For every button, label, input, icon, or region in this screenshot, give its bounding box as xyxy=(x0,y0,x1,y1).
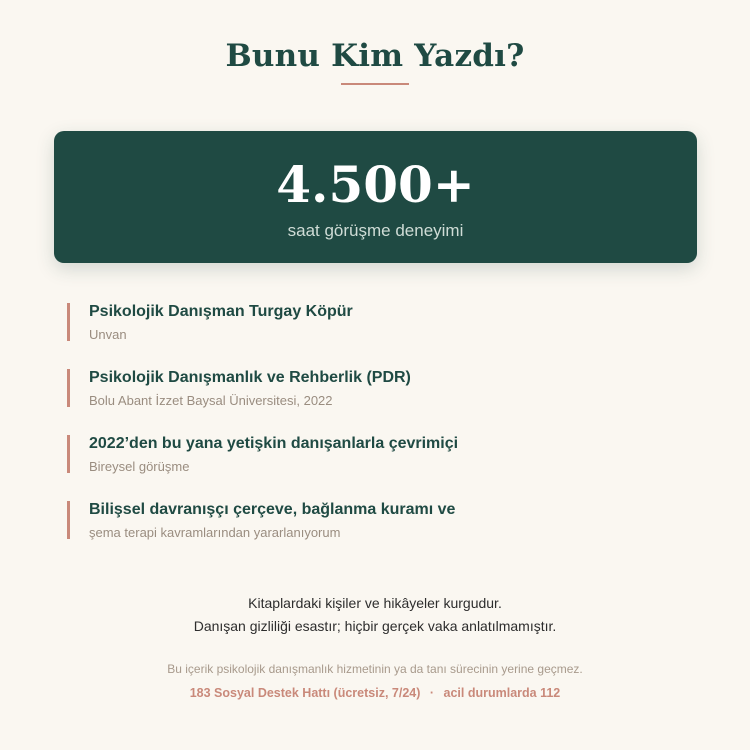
title-underline xyxy=(341,83,409,85)
info-item-subtitle: şema terapi kavramlarından yararlanıyorum xyxy=(89,525,341,540)
info-item-heading: Psikolojik Danışman Turgay Köpür xyxy=(89,303,353,320)
info-item-subtitle: Bolu Abant İzzet Baysal Üniversitesi, 2022 xyxy=(89,393,333,408)
info-item-heading: Psikolojik Danışmanlık ve Rehberlik (PDR) xyxy=(89,369,411,386)
disclaimer-privacy: Danışan gizliliği esastır; hiçbir gerçek vaka anlatılmamıştır. xyxy=(193,618,557,634)
footer-hotline-line xyxy=(0,686,750,700)
page-title: Bunu Kim Yazdı? xyxy=(225,38,525,74)
info-item-subtitle: Unvan xyxy=(89,327,127,342)
info-item-heading: 2022’den bu yana yetişkin danışanlarla çevrimiçi xyxy=(89,435,459,452)
stat-card xyxy=(54,131,697,263)
stat-value: 4.500+ xyxy=(276,155,475,214)
info-item-education xyxy=(67,369,667,407)
info-item-heading: Bilişsel davranışçı çerçeve, bağlanma kuramı ve xyxy=(89,501,456,518)
separator-dot: · xyxy=(429,686,435,700)
emergency-number: acil durumlarda 112 xyxy=(443,686,561,700)
stat-label: saat görüşme deneyimi xyxy=(287,221,464,240)
hotline-link: 183 Sosyal Destek Hattı (ücretsiz, 7/24) xyxy=(189,686,421,700)
info-item-experience xyxy=(67,435,667,473)
footer-note: Bu içerik psikolojik danışmanlık hizmetinin ya da tanı sürecinin yerine geçmez. xyxy=(167,662,583,676)
info-item-title xyxy=(67,303,667,341)
info-item-subtitle: Bireysel görüşme xyxy=(89,459,190,474)
disclaimer-fiction: Kitaplardaki kişiler ve hikâyeler kurgudur. xyxy=(248,595,502,611)
info-item-approach xyxy=(67,501,667,539)
